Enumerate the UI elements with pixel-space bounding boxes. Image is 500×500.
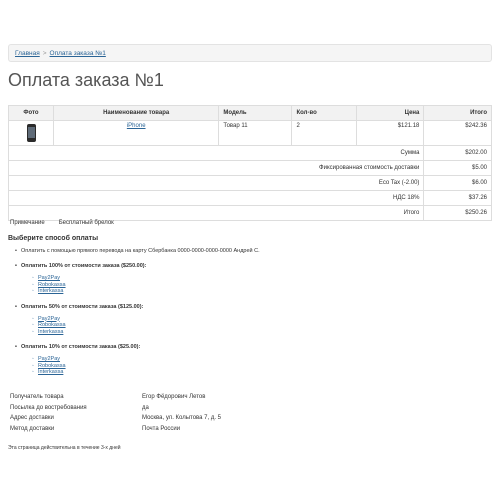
table-row	[9, 121, 492, 146]
order-note	[10, 220, 114, 226]
payment-options	[15, 248, 485, 376]
totals-row-grand	[9, 206, 492, 221]
interkassa-link[interactable]: Interkassa	[38, 328, 64, 335]
shipping-row	[8, 413, 308, 424]
breadcrumb-current-link[interactable]: Оплата заказа №1	[49, 49, 106, 57]
payment-card-option[interactable]: • Оплатить с помощью прямого перевода на карту Сбербанка 0000-0000-0000-0000 Андрей С.	[15, 248, 485, 254]
totals-value: $5.00	[424, 161, 492, 176]
product-qty: 2	[292, 121, 356, 146]
totals-row-shipping	[9, 161, 492, 176]
payment-methods	[33, 275, 485, 295]
totals-label: Eco Tax (-2.00)	[9, 176, 424, 191]
product-model: Товар 11	[219, 121, 292, 146]
iphone-thumbnail-icon[interactable]	[27, 124, 36, 142]
interkassa-link[interactable]: Interkassa	[38, 288, 64, 294]
totals-label: Сумма	[9, 146, 424, 161]
note-label: Примечание	[10, 220, 45, 226]
product-price: $121.18	[356, 121, 424, 146]
page-validity-note: Эта страница действительна в течение 3-х дней	[8, 445, 121, 451]
payment-methods	[33, 316, 485, 336]
payment-option-50	[15, 304, 485, 336]
product-total: $242.36	[424, 121, 492, 146]
shipping-row	[8, 403, 308, 414]
header-qty: Кол-во	[292, 106, 356, 121]
header-model: Модель	[219, 106, 292, 121]
totals-label: Фиксированная стоимость доставки	[9, 161, 424, 176]
interkassa-link[interactable]: Interkassa	[38, 369, 64, 375]
order-table	[8, 105, 492, 221]
product-name-cell	[54, 121, 219, 146]
product-photo-cell	[9, 121, 54, 146]
pay2pay-link[interactable]: Pay2Pay	[38, 356, 61, 362]
shipping-label: Метод доставки	[10, 425, 55, 432]
header-name: Наименование товара	[54, 106, 219, 121]
shipping-row	[8, 392, 308, 403]
shipping-value: Егор Фёдорович Летов	[142, 394, 206, 401]
robokassa-link[interactable]: Robokassa	[38, 322, 66, 328]
shipping-value: Москва, ул. Колытова 7, д. 5	[142, 415, 222, 422]
payment-option-label: Оплатить 50% от стоимости заказа ($125.00):	[21, 303, 144, 310]
totals-value: $202.00	[424, 146, 492, 161]
payment-option-10	[15, 344, 485, 376]
totals-row-vat	[9, 191, 492, 206]
totals-value: $37.26	[424, 191, 492, 206]
totals-value: $250.26	[424, 206, 492, 221]
pay2pay-link[interactable]: Pay2Pay	[38, 275, 61, 281]
robokassa-link[interactable]: Robokassa	[38, 362, 66, 369]
page-title: Оплата заказа №1	[8, 70, 164, 90]
payment-option-100	[15, 263, 485, 295]
shipping-label: Посылка до востребования	[10, 404, 87, 411]
header-total: Итого	[424, 106, 492, 121]
totals-row-subtotal	[9, 146, 492, 161]
pay2pay-link[interactable]: Pay2Pay	[38, 315, 61, 322]
breadcrumb	[8, 44, 492, 62]
shipping-info	[8, 392, 308, 434]
product-link[interactable]: iPhone	[126, 123, 146, 129]
shipping-label: Получатель товара	[10, 394, 64, 401]
payment-methods	[33, 356, 485, 376]
totals-label: НДС 18%	[9, 191, 424, 206]
shipping-row	[8, 424, 308, 435]
breadcrumb-separator: >	[42, 49, 47, 57]
order-table-header	[9, 106, 492, 121]
note-value: Бесплатный брелок	[58, 220, 114, 226]
header-photo: Фото	[9, 106, 54, 121]
payment-option-label: Оплатить 10% от стоимости заказа ($25.00):	[21, 344, 141, 350]
shipping-value: да	[142, 404, 149, 411]
robokassa-link[interactable]: Robokassa	[38, 281, 66, 288]
shipping-label: Адрес доставки	[10, 415, 54, 422]
payment-option-label: Оплатить 100% от стоимости заказа ($250.00):	[21, 263, 147, 269]
shipping-value: Почта России	[142, 425, 181, 432]
totals-value: $6.00	[424, 176, 492, 191]
breadcrumb-home-link[interactable]: Главная	[15, 49, 40, 57]
header-price: Цена	[356, 106, 424, 121]
totals-label: Итого	[9, 206, 424, 221]
payment-heading: Выберите способ оплаты	[8, 235, 99, 242]
totals-row-ecotax	[9, 176, 492, 191]
